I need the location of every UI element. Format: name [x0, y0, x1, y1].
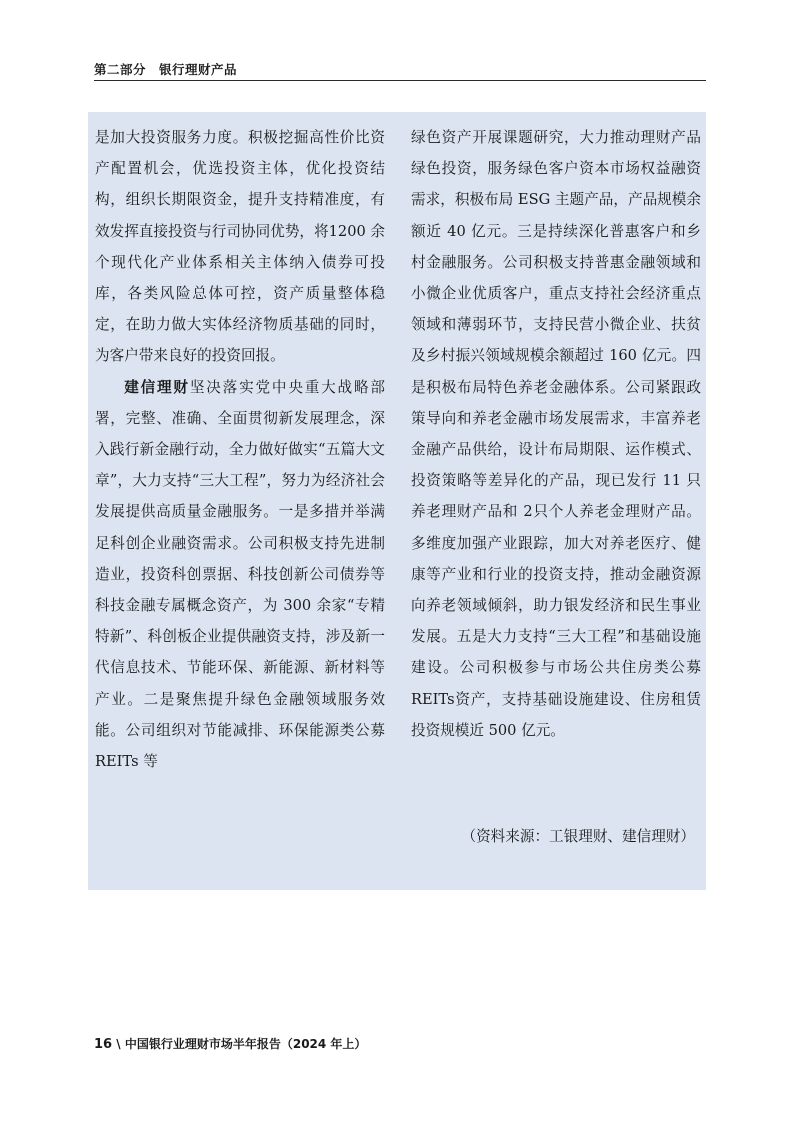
report-title: 中国银行业理财市场半年报告（2024 年上） — [124, 1037, 367, 1051]
right-column — [411, 122, 701, 746]
left-paragraph-2-text: 坚决落实党中央重大战略部署，完整、准确、全面贯彻新发展理念，深入践行新金融行动，全力做好做实“五篇大文章”，大力支持“三大工程”，努力为经济社会发展提供高质量金融服务。一是多措并举满足科创企业融资需求。公司积极支持先进制造业，投资科创票据、科技创新公司债券等科技金融专属概念资产，为 300 余家“专精特新”、科创板企业提供融资支持，涉及新一代信息技术、节能环保、新能源、新材料等产业。二是聚焦提升绿色金融领域服务效能。公司组织对节能减排、环保能源类公募 REITs 等 — [95, 378, 385, 771]
footer-separator: \ — [116, 1037, 121, 1051]
running-header: 第二部分 银行理财产品 — [94, 62, 238, 77]
left-column — [95, 122, 385, 777]
page-number: 16 — [94, 1037, 113, 1052]
source-note: （资料来源：工银理财、建信理财） — [461, 828, 695, 845]
header-rule — [94, 80, 706, 81]
right-paragraph-1: 绿色资产开展课题研究，大力推动理财产品绿色投资，服务绿色客户资本市场权益融资需求，积极布局 ESG 主题产品，产品规模余额近 40 亿元。三是持续深化普惠客户和乡村金融服务。公司积极支持普惠金融领域和小微企业优质客户，重点支持社会经济重点领域和薄弱环节，支持民营小微企业、扶贫及乡村振兴领域规模余额超过 160 亿元。四是积极布局特色养老金融体系。公司紧跟政策导向和养老金融市场发展需求，丰富养老金融产品供给，设计布局期限、运作模式、投资策略等差异化的产品，现已发行 11 只养老理财产品和 2只个人养老金理财产品。多维度加强产业跟踪，加大对养老医疗、健康等产业和行业的投资支持，推动金融资源向养老领域倾斜，助力银发经济和民生事业发展。五是大力支持“三大工程”和基础设施建设。公司积极参与市场公共住房类公募 REITs资产，支持基础设施建设、住房租赁投资规模近 500 亿元。 — [411, 129, 701, 739]
left-paragraph-2 — [95, 372, 385, 778]
left-paragraph-1: 是加大投资服务力度。积极挖掘高性价比资产配置机会，优选投资主体，优化投资结构，组织长期限资金，提升支持精准度，有效发挥直接投资与行司协同优势，将1200 余个现代化产业体系相关主体纳入债券可投库，各类风险总体可控，资产质量整体稳定，在助力做大实体经济物质基础的同时，为客户带来良好的投资回报。 — [95, 129, 385, 365]
page-footer — [94, 1035, 366, 1052]
company-name-ccb-wealth: 建信理财 — [124, 378, 190, 396]
